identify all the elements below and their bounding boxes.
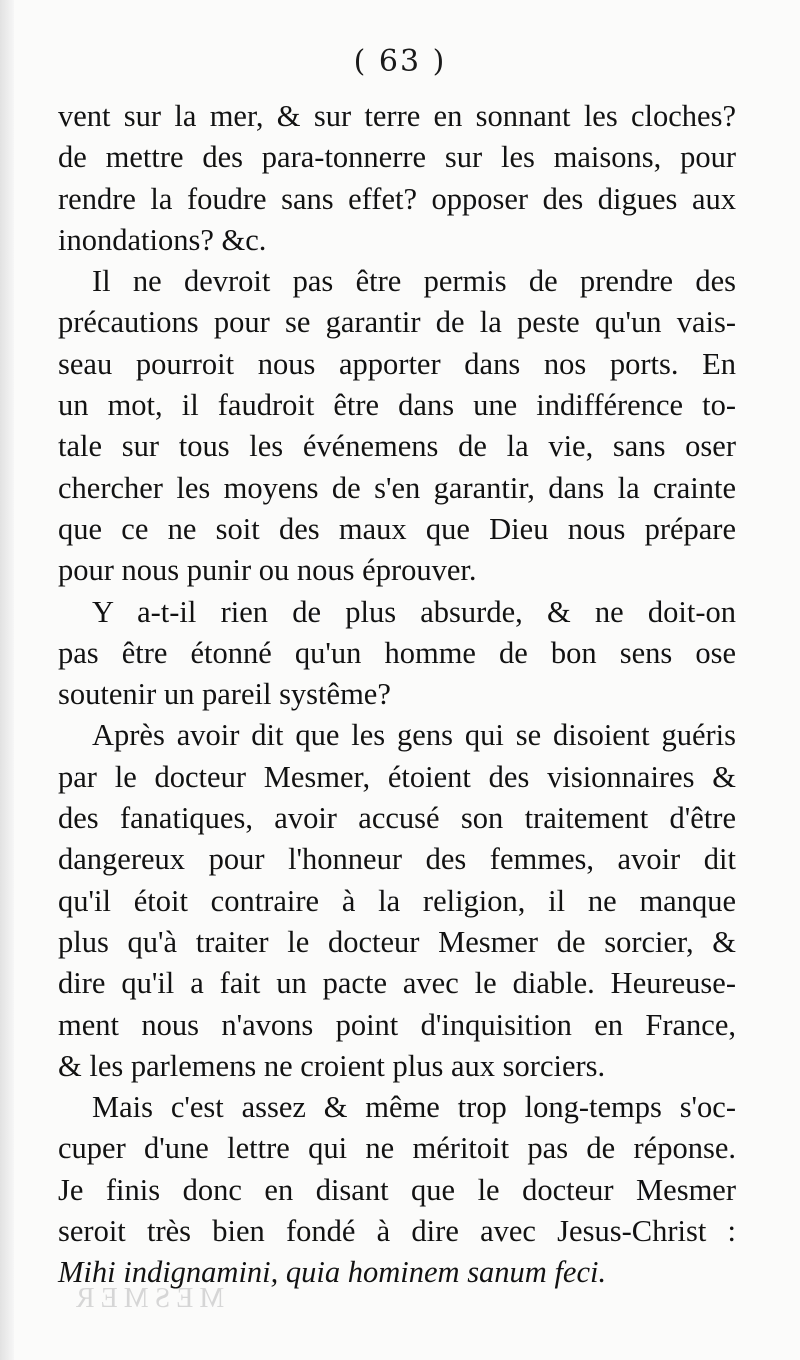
text-line: seau pourroit nous apporter dans nos ports. En bbox=[58, 346, 736, 381]
text-line: qu'il étoit contraire à la religion, il ne manque bbox=[58, 883, 736, 918]
text-line: seroit très bien fondé à dire avec Jesus-Christ : bbox=[58, 1214, 736, 1249]
text-line: dangereux pour l'honneur des femmes, avoir dit bbox=[58, 842, 736, 877]
text-line: précautions pour se garantir de la peste qu'un vais- bbox=[58, 305, 736, 340]
text-line: pour nous punir ou nous éprouver. bbox=[58, 553, 477, 588]
page-number: ( 63 ) bbox=[353, 44, 447, 79]
text-line: dire qu'il a fait un pacte avec le diable. Heureuse- bbox=[58, 966, 736, 1001]
text-line: chercher les moyens de s'en garantir, dans la crainte bbox=[58, 470, 736, 505]
text-line: Après avoir dit que les gens qui se disoient guéris bbox=[92, 718, 736, 753]
text-line: vent sur la mer, & sur terre en sonnant les cloches? bbox=[58, 99, 736, 133]
text-line: soutenir un pareil systême? bbox=[58, 677, 391, 712]
show-through-text: MESMER bbox=[70, 1283, 225, 1314]
text-line: pas être étonné qu'un homme de bon sens ose bbox=[58, 635, 736, 670]
text-line: tale sur tous les événemens de la vie, sans oser bbox=[58, 429, 736, 464]
text-line: inondations? &c. bbox=[58, 222, 267, 257]
text-line: rendre la foudre sans effet? opposer des digues aux bbox=[58, 181, 736, 216]
text-line: Je finis donc en disant que le docteur Mesmer bbox=[58, 1172, 736, 1207]
text-line: des fanatiques, avoir accusé son traitement d'être bbox=[58, 801, 736, 836]
body-text bbox=[58, 96, 736, 1294]
text-line: plus qu'à traiter le docteur Mesmer de sorcier, & bbox=[58, 924, 736, 959]
text-line: de mettre des para-tonnerre sur les maisons, pour bbox=[58, 140, 736, 175]
text-line: par le docteur Mesmer, étoient des visionnaires & bbox=[58, 759, 736, 794]
text-line: que ce ne soit des maux que Dieu nous prépare bbox=[58, 511, 736, 546]
text-line: Y a-t-il rien de plus absurde, & ne doit-on bbox=[92, 594, 736, 629]
text-line: ment nous n'avons point d'inquisition en France, bbox=[58, 1007, 736, 1042]
page-gutter-shadow bbox=[0, 0, 14, 1360]
text-line: un mot, il faudroit être dans une indifférence to- bbox=[58, 388, 736, 423]
text-line: & les parlemens ne croient plus aux sorciers. bbox=[58, 1048, 606, 1083]
text-line: Il ne devroit pas être permis de prendre des bbox=[92, 264, 736, 299]
text-line-latin-quote: Mihi indignamini, quia hominem sanum feci. bbox=[58, 1255, 607, 1290]
text-line: cuper d'une lettre qui ne méritoit pas de réponse. bbox=[58, 1131, 736, 1166]
text-line: Mais c'est assez & même trop long-temps s'oc- bbox=[92, 1090, 736, 1125]
